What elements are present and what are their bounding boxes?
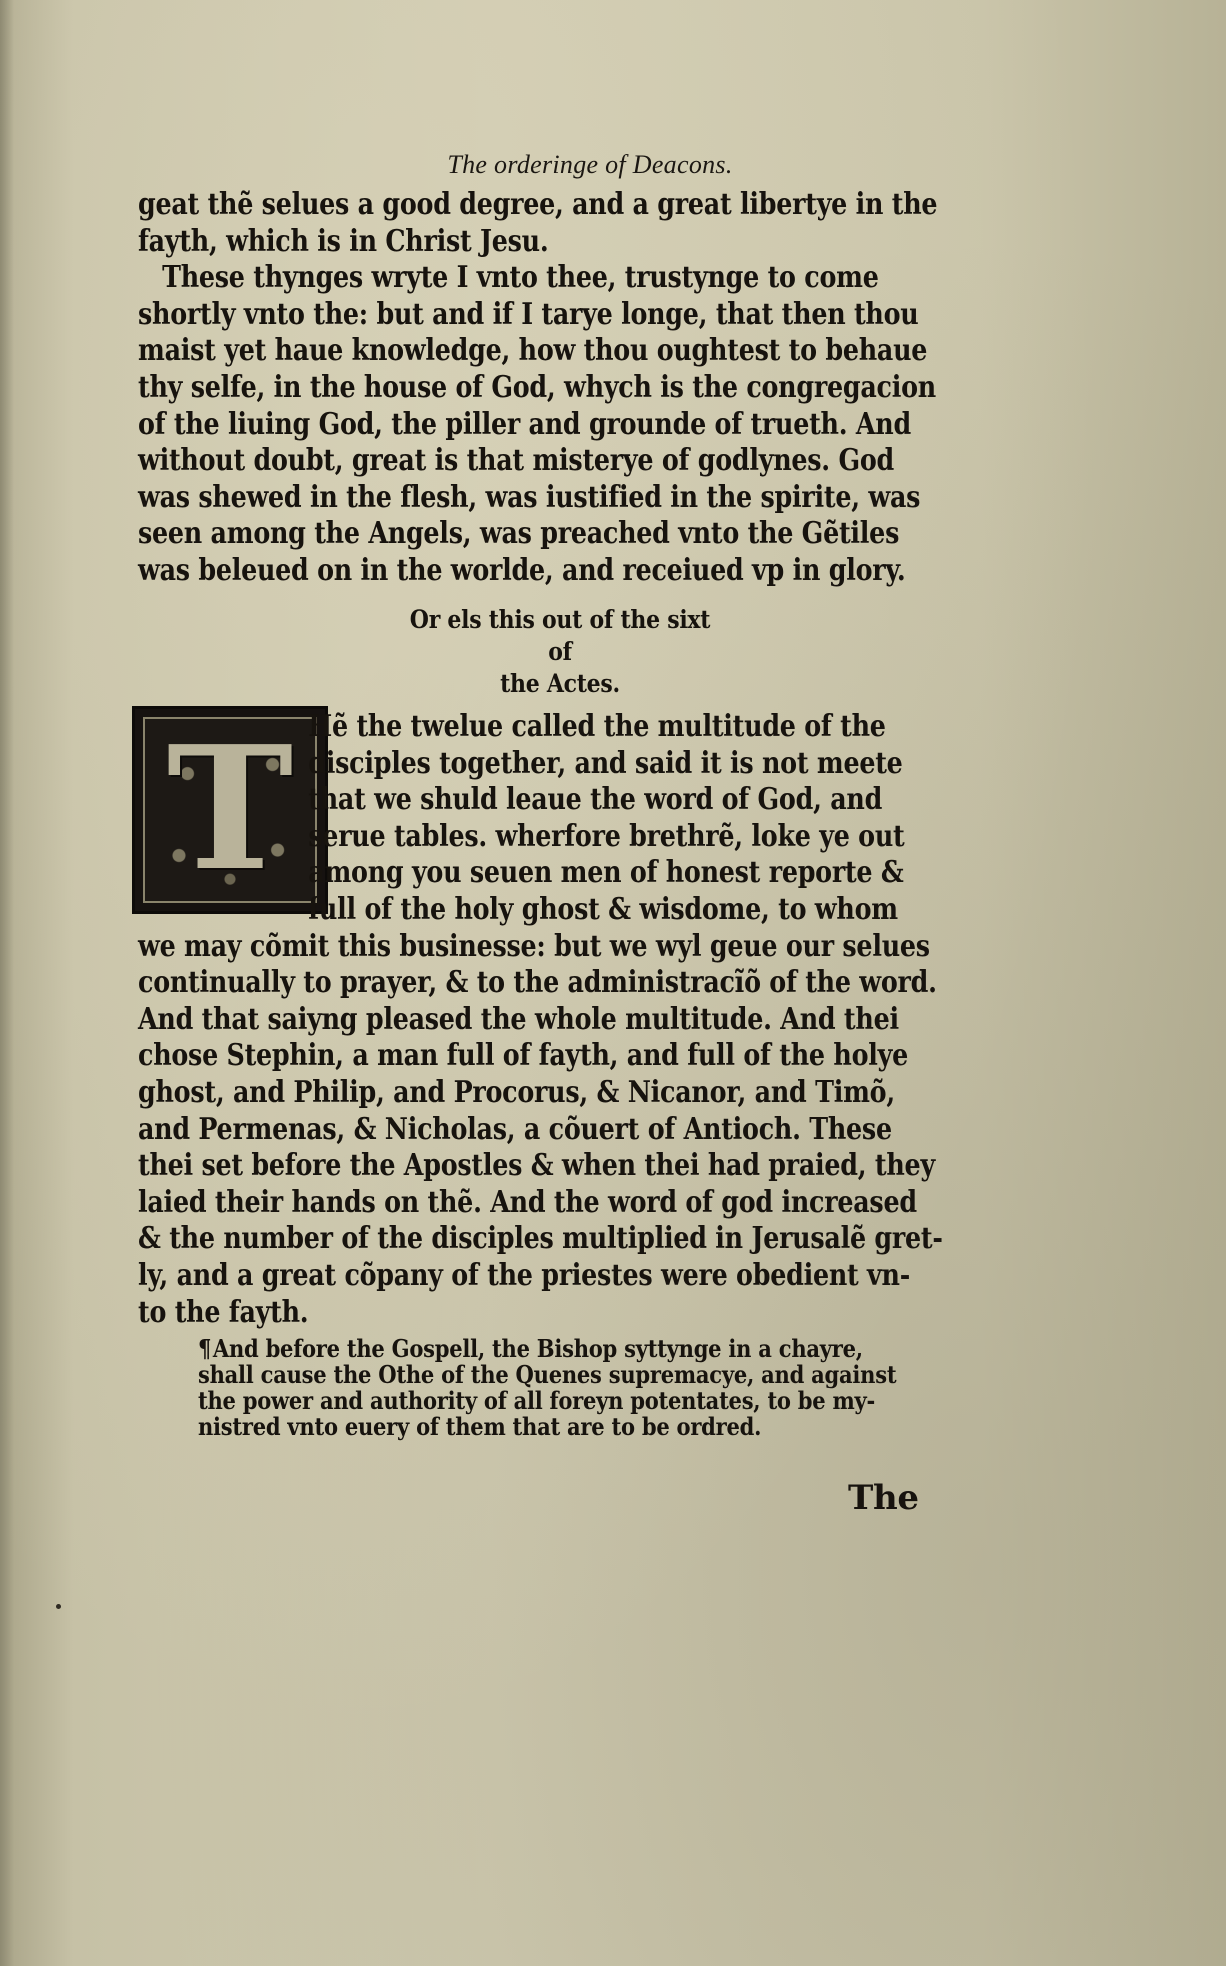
paper-speck [56,1604,61,1609]
text-line: that we shuld leaue the word of God, and [308,781,883,817]
initial-letter: T [166,709,294,909]
paragraph-acts [138,708,943,1330]
text-line: laied their hands on thẽ. And the word of god increased [138,1183,917,1219]
instruction-note [198,1334,897,1441]
text-line: fayth, which is in Christ Jesu. [138,222,549,258]
text-line: we may cõmit this businesse: but we wyl geue our selues [138,927,930,963]
text-line: full of the holy ghost & wisdome, to whom [308,890,898,926]
running-head: The orderinge of Deacons. [447,150,733,179]
text-line: among you seuen men of honest reporte & [308,854,904,890]
rubric-line: the Actes. [500,669,620,698]
text-line: thy selfe, in the house of God, whych is the congregacion [138,368,936,404]
text-line: Hẽ the twelue called the multitude of the [308,708,886,743]
text-line: serue tables. wherfore brethrẽ, loke ye out [308,817,905,853]
text-line: continually to prayer, & to the administracĩõ of the word. [138,964,937,1000]
text-line: was shewed in the flesh, was iustified in the spirite, was [138,478,921,514]
paragraph-epistle [138,186,938,589]
note-line: the power and authority of all foreyn potentates, to be my- [198,1386,876,1415]
text-line: disciples together, and said it is not meete [308,744,903,780]
text-line: shortly vnto the: but and if I tarye longe, that then thou [138,295,919,331]
text-line: And that saiyng pleased the whole multitude. And thei [138,1000,899,1036]
text-line: of the liuing God, the piller and grounde of trueth. And [138,405,911,441]
catchword: The [848,1478,919,1518]
text-line: was beleued on in the worlde, and receiued vp in glory. [138,551,906,587]
note-text: And before the Gospell, the Bishop syttynge in a chayre, [212,1334,863,1363]
rubric-heading [402,604,719,700]
note-line: shall cause the Othe of the Quenes supremacye, and against [198,1360,897,1389]
text-line: and Permenas, & Nicholas, a cõuert of Antioch. These [138,1110,892,1146]
rubric-line: Or els this out of the sixt of [409,605,711,666]
text-line: These thynges wryte I vnto thee, trustynge to come [162,259,879,295]
text-line: to the fayth. [138,1293,309,1329]
text-line: seen among the Angels, was preached vnto the Gẽtiles [138,515,900,551]
text-line: ly, and a great cõpany of the priestes were obedient vn- [138,1256,910,1292]
text-line: maist yet haue knowledge, how thou oughtest to behaue [138,332,928,368]
note-line: nistred vnto euery of them that are to be ordred. [198,1412,762,1441]
note-line [198,1334,863,1363]
text-line: without doubt, great is that misterye of godlynes. God [138,442,895,478]
text-line: thei set before the Apostles & when thei had praied, they [138,1147,935,1183]
text-line: geat thẽ selues a good degree, and a great libertye in the [138,186,938,221]
text-line: & the number of the disciples multiplied in Jerusalẽ gret- [138,1220,943,1256]
text-line: ghost, and Philip, and Procorus, & Nicanor, and Timõ, [138,1073,895,1109]
page-gutter-shadow [0,0,14,1966]
text-line: chose Stephin, a man full of fayth, and full of the holye [138,1037,908,1073]
pilcrow-icon: ¶ [198,1334,212,1363]
